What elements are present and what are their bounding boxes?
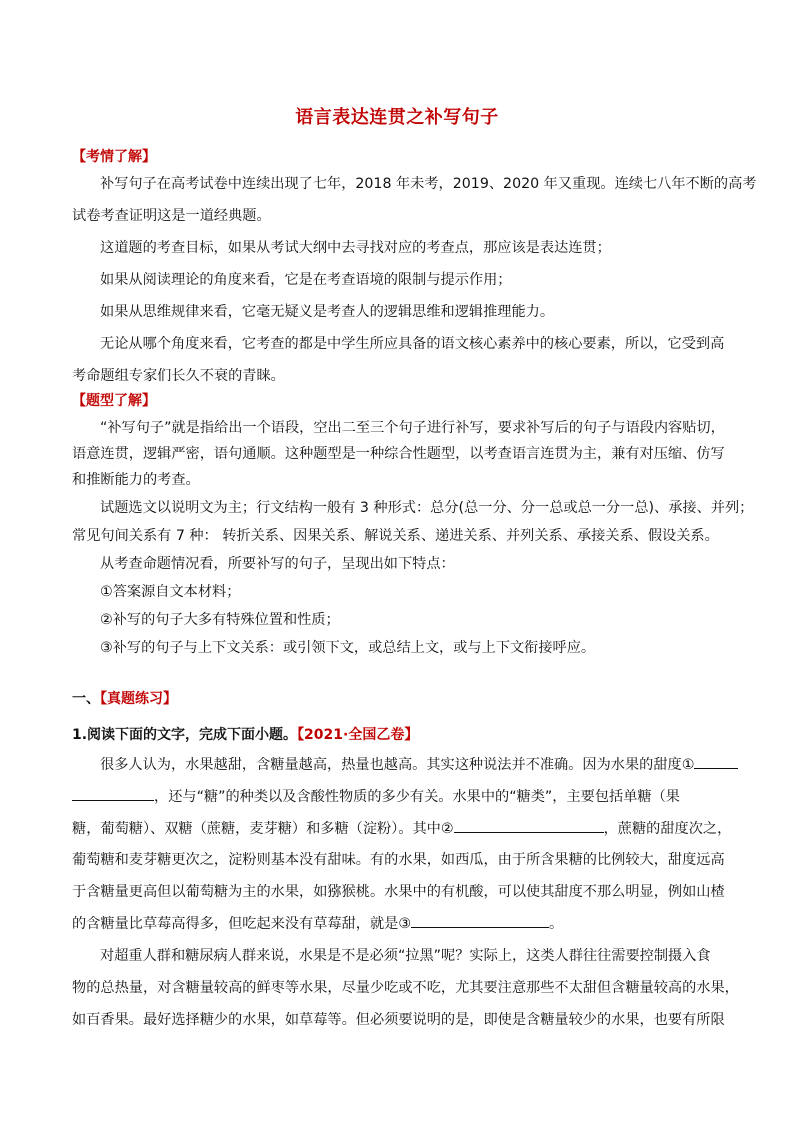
list-item: ①答案源自文本材料；	[100, 584, 241, 600]
paragraph-line: 和推断能力的考查。	[72, 472, 200, 488]
paragraph-line: 如果从思维规律来看，它毫无疑义是考查人的逻辑思维和逻辑推理能力。	[100, 304, 555, 320]
passage-line	[100, 754, 738, 775]
paragraph-line: “补写句子”就是指给出一个语段，空出二至三个句子进行补写，要求补写后的句子与语段内容贴切，	[100, 420, 725, 436]
practice-label: 【真题练习】	[100, 691, 177, 707]
paragraph-line: 如果从阅读理论的角度来看，它是在考查语境的限制与提示作用；	[100, 272, 512, 288]
question-source: 【2021·全国乙卷】	[297, 727, 419, 743]
passage-line: 葡萄糖和麦芽糖更次之，淀粉则基本没有甜味。有的水果，如西瓜，由于所含果糖的比例较大，甜度远高	[72, 852, 725, 868]
passage-text: 很多人认为，水果越甜，含糖量越高，热量也越高。其实这种说法并不准确。因为水果的甜度①	[100, 757, 695, 773]
passage-line: 于含糖量更高但以葡萄糖为主的水果，如猕猴桃。水果中的有机酸，可以使其甜度不那么明显，例如山楂	[72, 884, 725, 900]
passage-text: ，蔗糖的甜度次之，	[603, 821, 732, 837]
answer-blank-1[interactable]	[694, 754, 738, 769]
passage-text: 的含糖量比草莓高得多，但吃起来没有草莓甜，就是③	[72, 916, 412, 932]
section-heading-exam-overview: 【考情了解】	[72, 149, 156, 165]
passage-line: 如百香果。最好选择糖少的水果，如草莓等。但必须要说明的是，即使是含糖量较少的水果，也要有所限	[72, 1012, 725, 1028]
question-title	[72, 724, 418, 744]
paragraph-line: 考命题组专家们长久不衰的青睐。	[72, 368, 285, 384]
passage-line	[72, 818, 731, 839]
answer-blank-2[interactable]	[454, 818, 604, 833]
passage-text: 。	[549, 916, 564, 932]
paragraph-line: 试卷考查证明这是一道经典题。	[72, 208, 271, 224]
section-heading-question-type: 【题型了解】	[72, 393, 156, 409]
answer-blank-1-continued[interactable]	[72, 786, 154, 801]
paragraph-line: 试题选文以说明文为主；行文结构一般有 3 种形式：总分(总一分、分一总或总一分一总)、承接、并列；	[100, 500, 754, 516]
passage-text: 糖，葡萄糖）、双糖（蔗糖，麦芽糖）和多糖（淀粉）。其中②	[72, 821, 454, 837]
paragraph-line: 这道题的考查目标，如果从考试大纲中去寻找对应的考查点，那应该是表达连贯；	[100, 240, 611, 256]
passage-line: 对超重人群和糖尿病人群来说，水果是不是必须“拉黑”呢？实际上，这类人群往往需要控制摄入食	[100, 948, 711, 964]
passage-line	[72, 786, 680, 807]
list-item: ②补写的句子大多有特殊位置和性质；	[100, 612, 340, 628]
paragraph-line: 语意连贯，逻辑严密，语句通顺。这种题型是一种综合性题型，以考查语言连贯为主，兼有对压缩、仿写	[72, 446, 725, 462]
passage-line	[72, 913, 563, 934]
paragraph-line: 无论从哪个角度来看，它考查的都是中学生所应具备的语文核心素养中的核心要素，所以，它受到高	[100, 336, 725, 352]
passage-line: 物的总热量，对含糖量较高的鲜枣等水果，尽量少吃或不吃，尤其要注意那些不太甜但含糖量较高的水果，	[72, 980, 739, 996]
practice-heading	[72, 688, 177, 708]
page-title: 语言表达连贯之补写句子	[295, 107, 499, 128]
list-item: ③补写的句子与上下文关系：或引领下文，或总结上文，或与上下文衔接呼应。	[100, 640, 596, 656]
paragraph-line: 从考查命题情况看，所要补写的句子，呈现出如下特点：	[100, 556, 455, 572]
answer-blank-3[interactable]	[411, 913, 549, 928]
paragraph-line: 常见句间关系有 7 种： 转折关系、因果关系、解说关系、递进关系、并列关系、承接关系、假设关系。	[72, 528, 719, 544]
question-instruction: 1.阅读下面的文字，完成下面小题。	[72, 727, 298, 743]
paragraph-line: 补写句子在高考试卷中连续出现了七年，2018 年未考，2019、2020 年又重现。连续七八年不断的高考	[100, 176, 757, 192]
practice-prefix: 一、	[72, 691, 100, 707]
passage-text: ，还与“糖”的种类以及含酸性物质的多少有关。水果中的“糖类”，主要包括单糖（果	[154, 789, 680, 805]
